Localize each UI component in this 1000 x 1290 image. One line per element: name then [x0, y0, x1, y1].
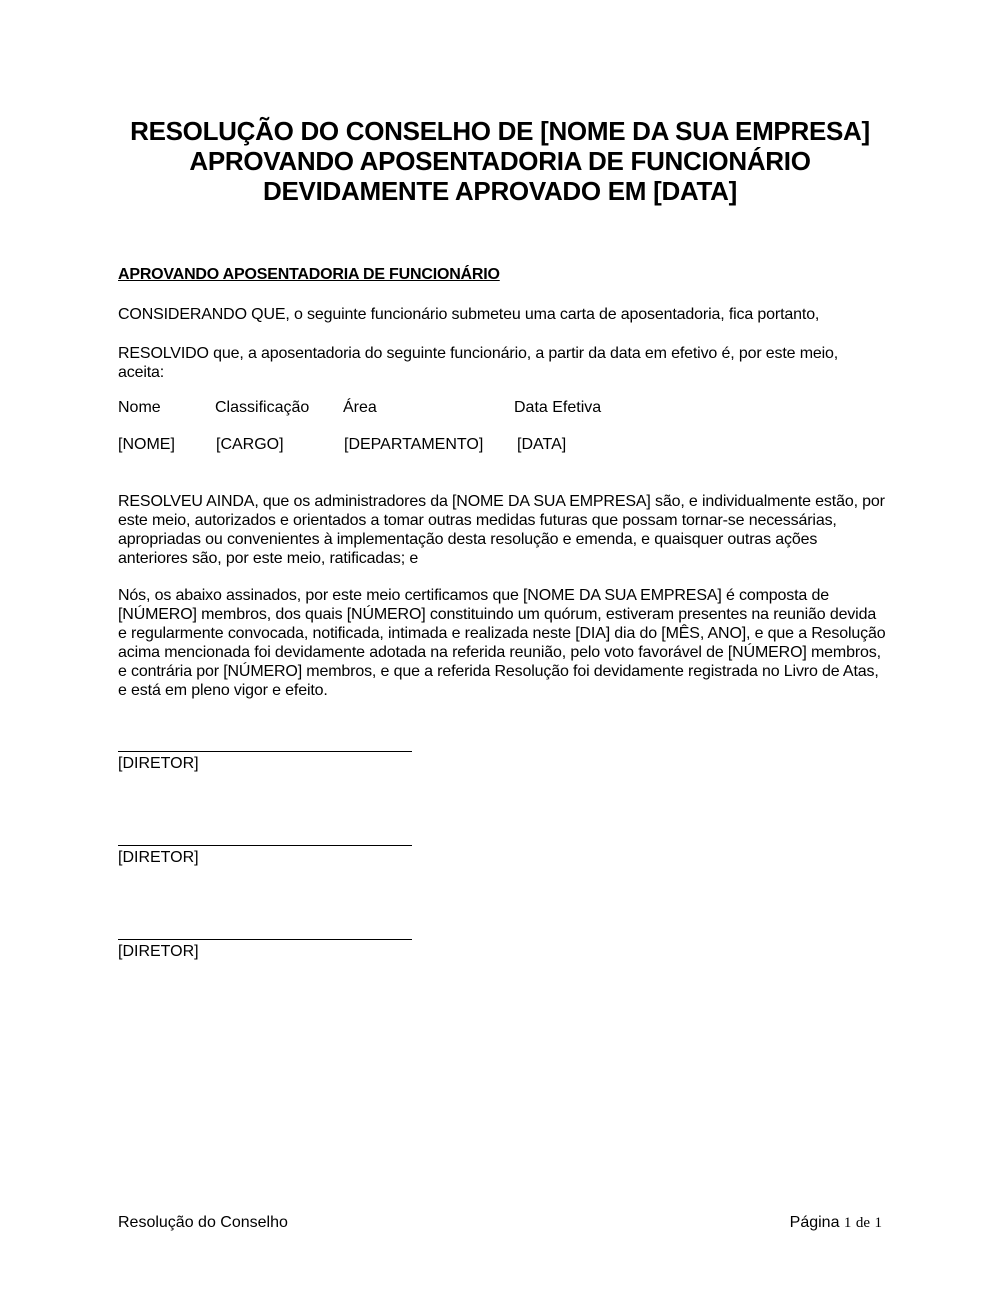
footer-document-name: Resolução do Conselho: [118, 1214, 288, 1231]
cell-data: [DATA]: [517, 436, 567, 453]
page-label: Página: [789, 1214, 840, 1231]
title-line-2: APROVANDO APOSENTADORIA DE FUNCIONÁRIO: [189, 146, 811, 176]
signature-line-3: [118, 939, 412, 940]
document-title: [100, 116, 900, 206]
signature-line-1: [118, 751, 412, 752]
title-line-1: RESOLUÇÃO DO CONSELHO DE [NOME DA SUA EMPRESA]: [130, 116, 870, 146]
resolveu-ainda-paragraph: RESOLVEU AINDA, que os administradores da [NOME DA SUA EMPRESA] são, e individualmente estão, por este meio, autorizados e orientados a tomar outras medidas futuras que possam tornar-se necessárias, apropriadas ou convenientes à implementação desta resolução e emenda, e quaisquer outras ações anteriores são, por este meio, ratificadas; e: [118, 493, 885, 567]
header-area: Área: [343, 399, 377, 416]
header-classificacao: Classificação: [215, 399, 310, 416]
page-current: 1: [843, 1215, 852, 1231]
resolvido-paragraph: RESOLVIDO que, a aposentadoria do seguinte funcionário, a partir da data em efetivo é, por este meio, aceita:: [118, 345, 839, 381]
signature-label-1: [DIRETOR]: [118, 755, 199, 772]
header-data-efetiva: Data Efetiva: [514, 399, 602, 416]
page-of: de: [855, 1215, 871, 1231]
signature-label-2: [DIRETOR]: [118, 849, 199, 866]
cell-departamento: [DEPARTAMENTO]: [344, 436, 484, 453]
page-total: 1: [874, 1215, 882, 1231]
header-nome: Nome: [118, 399, 161, 416]
signature-line-2: [118, 845, 412, 846]
cell-cargo: [CARGO]: [216, 436, 284, 453]
certificacao-paragraph: Nós, os abaixo assinados, por este meio certificamos que [NOME DA SUA EMPRESA] é composta de [NÚMERO] membros, dos quais [NÚMERO] constituindo um quórum, estiveram presentes na reunião devida e regularmente convocada, notificada, intimada e realizada neste [DIA] dia do [MÊS, ANO], e que a Resolução acima mencionada foi devidamente adotada na referida reunião, pelo voto favorável de [NÚMERO] membros, e contrária por [NÚMERO] membros, e que a referida Resolução foi devidamente registrada no Livro de Atas, e está em pleno vigor e efeito.: [118, 587, 886, 699]
footer-page-number: [790, 1214, 882, 1232]
title-line-3: DEVIDAMENTE APROVADO EM [DATA]: [263, 176, 737, 206]
considerando-paragraph: CONSIDERANDO QUE, o seguinte funcionário submeteu uma carta de aposentadoria, fica portanto,: [118, 306, 820, 323]
signature-label-3: [DIRETOR]: [118, 943, 199, 960]
section-heading: APROVANDO APOSENTADORIA DE FUNCIONÁRIO: [118, 266, 500, 283]
cell-nome: [NOME]: [118, 436, 175, 453]
